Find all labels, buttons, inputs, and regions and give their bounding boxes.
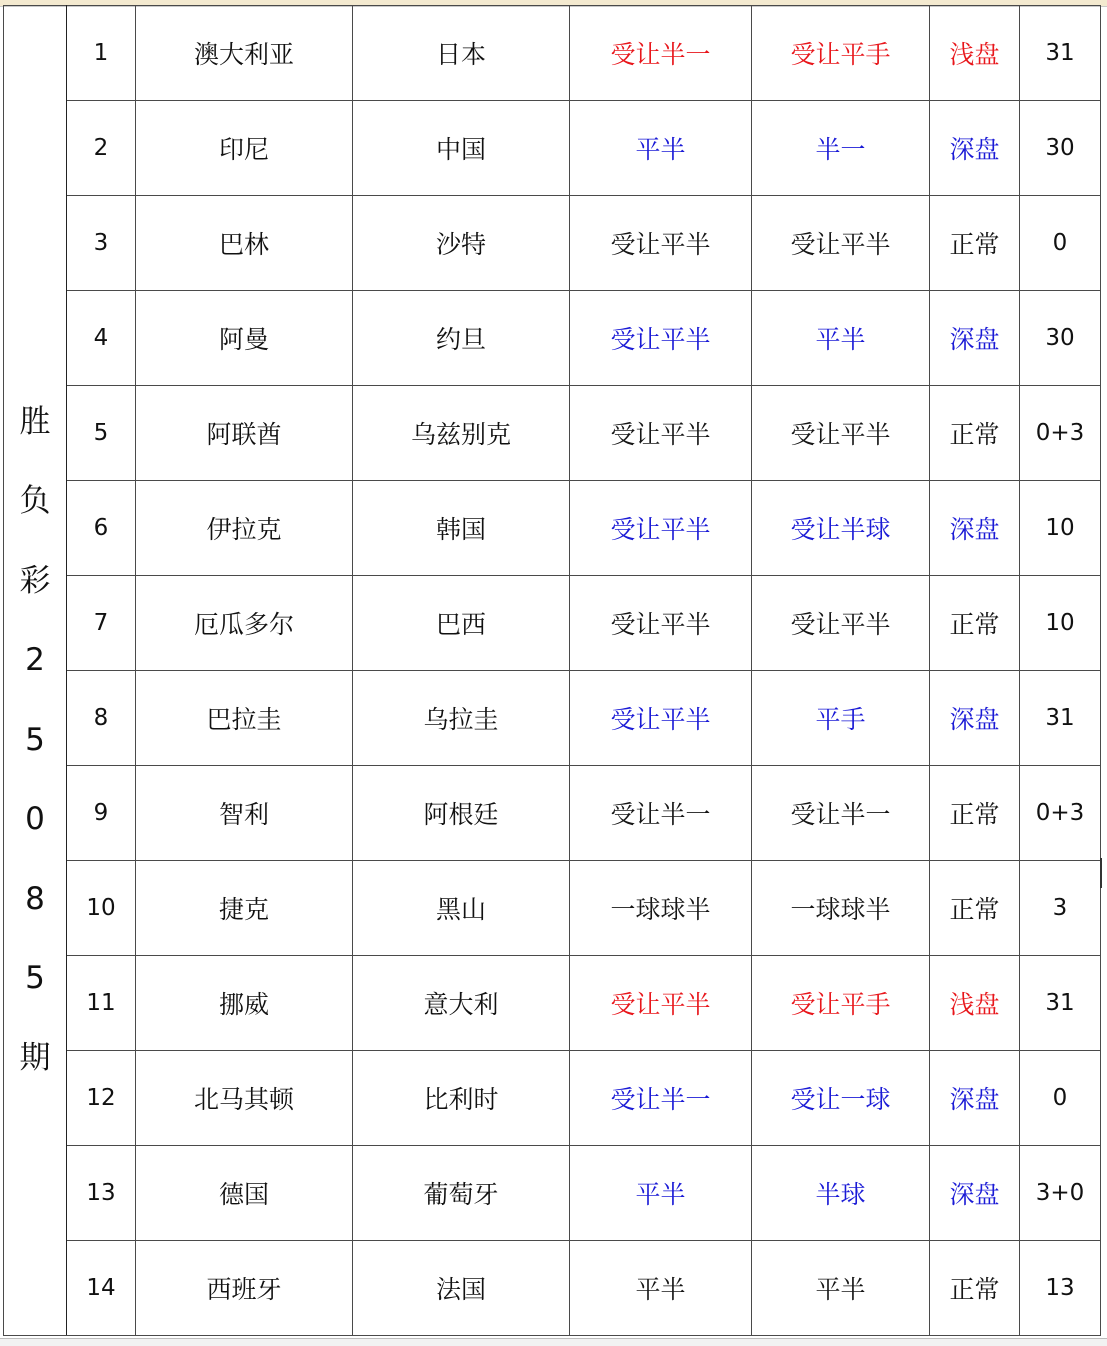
score-pick-cell: 0+3 bbox=[1020, 386, 1101, 481]
table-row bbox=[4, 1146, 1101, 1241]
handicap-line-2-cell: 受让一球 bbox=[752, 1051, 930, 1146]
depth-label-cell: 正常 bbox=[930, 576, 1020, 671]
away-team-cell: 比利时 bbox=[353, 1051, 570, 1146]
handicap-line-1-cell: 受让平半 bbox=[570, 956, 752, 1051]
handicap-line-1-cell: 受让半一 bbox=[570, 766, 752, 861]
period-label-cell bbox=[4, 6, 67, 1336]
match-number-cell: 6 bbox=[67, 481, 136, 576]
away-team-cell: 意大利 bbox=[353, 956, 570, 1051]
away-team-cell: 乌兹别克 bbox=[353, 386, 570, 481]
match-number-cell: 12 bbox=[67, 1051, 136, 1146]
handicap-line-2-cell: 平半 bbox=[752, 1241, 930, 1336]
period-label-char: 5 bbox=[25, 721, 45, 758]
handicap-line-1-cell: 平半 bbox=[570, 101, 752, 196]
handicap-line-2-cell: 受让平手 bbox=[752, 956, 930, 1051]
away-team-cell: 乌拉圭 bbox=[353, 671, 570, 766]
handicap-line-2-cell: 一球球半 bbox=[752, 861, 930, 956]
home-team-cell: 阿联酋 bbox=[136, 386, 353, 481]
score-pick-cell: 30 bbox=[1020, 101, 1101, 196]
score-pick-cell: 10 bbox=[1020, 481, 1101, 576]
table-row bbox=[4, 861, 1101, 956]
table-row bbox=[4, 196, 1101, 291]
table-row bbox=[4, 6, 1101, 101]
handicap-line-1-cell: 受让平半 bbox=[570, 196, 752, 291]
period-label-char: 负 bbox=[19, 483, 51, 520]
away-team-cell: 韩国 bbox=[353, 481, 570, 576]
period-label-char: 期 bbox=[19, 1039, 51, 1076]
score-pick-cell: 13 bbox=[1020, 1241, 1101, 1336]
handicap-line-1-cell: 受让半一 bbox=[570, 6, 752, 101]
score-pick-cell: 30 bbox=[1020, 291, 1101, 386]
match-number-cell: 1 bbox=[67, 6, 136, 101]
handicap-line-2-cell: 受让半球 bbox=[752, 481, 930, 576]
table-row bbox=[4, 1241, 1101, 1336]
period-label-char: 0 bbox=[25, 801, 45, 838]
depth-label-cell: 深盘 bbox=[930, 291, 1020, 386]
match-number-cell: 5 bbox=[67, 386, 136, 481]
table-row bbox=[4, 576, 1101, 671]
home-team-cell: 印尼 bbox=[136, 101, 353, 196]
home-team-cell: 澳大利亚 bbox=[136, 6, 353, 101]
handicap-line-1-cell: 平半 bbox=[570, 1241, 752, 1336]
home-team-cell: 厄瓜多尔 bbox=[136, 576, 353, 671]
score-pick-cell: 31 bbox=[1020, 671, 1101, 766]
match-number-cell: 13 bbox=[67, 1146, 136, 1241]
period-label-char: 8 bbox=[25, 880, 45, 917]
home-team-cell: 捷克 bbox=[136, 861, 353, 956]
table-row bbox=[4, 291, 1101, 386]
score-pick-cell: 0 bbox=[1020, 196, 1101, 291]
score-pick-cell: 0+3 bbox=[1020, 766, 1101, 861]
period-label-char: 5 bbox=[25, 960, 45, 997]
depth-label-cell: 深盘 bbox=[930, 481, 1020, 576]
home-team-cell: 伊拉克 bbox=[136, 481, 353, 576]
handicap-line-2-cell: 平半 bbox=[752, 291, 930, 386]
handicap-line-1-cell: 受让平半 bbox=[570, 576, 752, 671]
handicap-line-2-cell: 受让平半 bbox=[752, 196, 930, 291]
score-pick-cell: 3+0 bbox=[1020, 1146, 1101, 1241]
away-team-cell: 法国 bbox=[353, 1241, 570, 1336]
table-row bbox=[4, 1051, 1101, 1146]
away-team-cell: 黑山 bbox=[353, 861, 570, 956]
depth-label-cell: 正常 bbox=[930, 196, 1020, 291]
away-team-cell: 葡萄牙 bbox=[353, 1146, 570, 1241]
depth-label-cell: 正常 bbox=[930, 861, 1020, 956]
period-label-char: 彩 bbox=[19, 562, 51, 599]
away-team-cell: 约旦 bbox=[353, 291, 570, 386]
handicap-line-1-cell: 受让平半 bbox=[570, 386, 752, 481]
depth-label-cell: 深盘 bbox=[930, 1051, 1020, 1146]
depth-label-cell: 正常 bbox=[930, 766, 1020, 861]
table-body bbox=[4, 6, 1101, 1336]
match-number-cell: 10 bbox=[67, 861, 136, 956]
match-number-cell: 8 bbox=[67, 671, 136, 766]
handicap-line-2-cell: 受让平半 bbox=[752, 576, 930, 671]
home-team-cell: 阿曼 bbox=[136, 291, 353, 386]
away-team-cell: 巴西 bbox=[353, 576, 570, 671]
home-team-cell: 挪威 bbox=[136, 956, 353, 1051]
table-row bbox=[4, 386, 1101, 481]
home-team-cell: 北马其顿 bbox=[136, 1051, 353, 1146]
match-number-cell: 7 bbox=[67, 576, 136, 671]
handicap-line-1-cell: 平半 bbox=[570, 1146, 752, 1241]
match-number-cell: 3 bbox=[67, 196, 136, 291]
depth-label-cell: 浅盘 bbox=[930, 6, 1020, 101]
handicap-line-1-cell: 受让平半 bbox=[570, 291, 752, 386]
score-pick-cell: 31 bbox=[1020, 6, 1101, 101]
table-row bbox=[4, 766, 1101, 861]
home-team-cell: 智利 bbox=[136, 766, 353, 861]
depth-label-cell: 浅盘 bbox=[930, 956, 1020, 1051]
away-team-cell: 日本 bbox=[353, 6, 570, 101]
depth-label-cell: 正常 bbox=[930, 386, 1020, 481]
handicap-line-1-cell: 一球球半 bbox=[570, 861, 752, 956]
match-number-cell: 11 bbox=[67, 956, 136, 1051]
period-label-spacer bbox=[4, 243, 66, 383]
match-number-cell: 4 bbox=[67, 291, 136, 386]
table-row bbox=[4, 481, 1101, 576]
depth-label-cell: 深盘 bbox=[930, 1146, 1020, 1241]
handicap-line-1-cell: 受让平半 bbox=[570, 481, 752, 576]
home-team-cell: 西班牙 bbox=[136, 1241, 353, 1336]
period-label-char: 胜 bbox=[19, 403, 51, 440]
depth-label-cell: 深盘 bbox=[930, 671, 1020, 766]
handicap-line-2-cell: 半球 bbox=[752, 1146, 930, 1241]
handicap-line-2-cell: 平手 bbox=[752, 671, 930, 766]
away-team-cell: 中国 bbox=[353, 101, 570, 196]
home-team-cell: 巴林 bbox=[136, 196, 353, 291]
handicap-line-1-cell: 受让半一 bbox=[570, 1051, 752, 1146]
table-row bbox=[4, 671, 1101, 766]
score-pick-cell: 31 bbox=[1020, 956, 1101, 1051]
home-team-cell: 德国 bbox=[136, 1146, 353, 1241]
match-table bbox=[3, 5, 1101, 1336]
score-pick-cell: 3 bbox=[1020, 861, 1101, 956]
match-number-cell: 9 bbox=[67, 766, 136, 861]
away-team-cell: 沙特 bbox=[353, 196, 570, 291]
handicap-line-2-cell: 受让平半 bbox=[752, 386, 930, 481]
home-team-cell: 巴拉圭 bbox=[136, 671, 353, 766]
away-team-cell: 阿根廷 bbox=[353, 766, 570, 861]
score-pick-cell: 0 bbox=[1020, 1051, 1101, 1146]
handicap-line-2-cell: 受让平手 bbox=[752, 6, 930, 101]
score-pick-cell: 10 bbox=[1020, 576, 1101, 671]
depth-label-cell: 正常 bbox=[930, 1241, 1020, 1336]
table-row bbox=[4, 101, 1101, 196]
match-number-cell: 2 bbox=[67, 101, 136, 196]
text-cursor-icon bbox=[1100, 858, 1102, 888]
period-label-char: 2 bbox=[25, 642, 45, 679]
handicap-line-1-cell: 受让平半 bbox=[570, 671, 752, 766]
table-row bbox=[4, 956, 1101, 1051]
handicap-line-2-cell: 受让半一 bbox=[752, 766, 930, 861]
depth-label-cell: 深盘 bbox=[930, 101, 1020, 196]
match-number-cell: 14 bbox=[67, 1241, 136, 1336]
handicap-line-2-cell: 半一 bbox=[752, 101, 930, 196]
